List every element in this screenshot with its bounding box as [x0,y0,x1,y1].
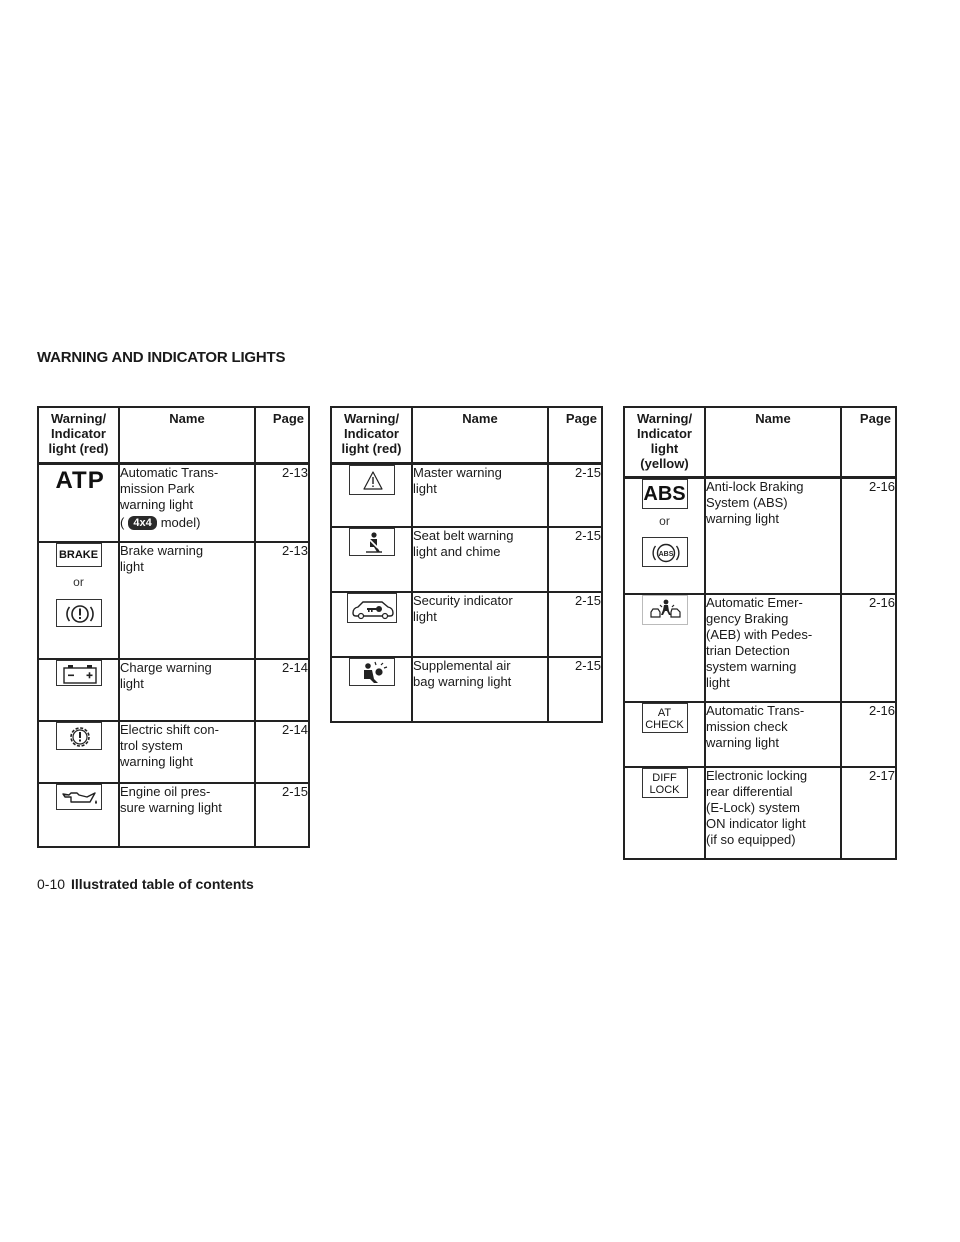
table-row [331,592,602,657]
table-row [38,783,309,847]
header-warning-indicator: Warning/ Indicator light (red) [38,407,119,463]
table-row [38,463,309,542]
brake-circle-icon [56,599,102,627]
or-label: or [659,513,670,528]
header-name: Name [705,407,841,477]
row-name: Charge warning light [119,659,255,721]
brake-text-icon: BRAKE [56,543,102,567]
table-row [331,657,602,722]
gear-warning-icon [56,722,102,750]
master-warning-icon [349,465,395,495]
svg-text:ABS: ABS [658,550,673,558]
security-car-icon [347,593,397,623]
warning-table-red-2 [330,406,603,723]
oil-can-icon [56,784,102,810]
header-page: Page [548,407,602,463]
row-name: Automatic Emer- gency Braking (AEB) with Pedes- trian Detection system warning light [705,594,841,702]
abs-text-icon: ABS [642,479,688,509]
row-page: 2-13 [255,542,309,659]
page-number: 0-10 [37,876,66,892]
row-name: Electronic locking rear differential (E-Lock) system ON indicator light (if so equipped) [705,767,841,859]
row-name: Electric shift con- trol system warning light [119,721,255,783]
row-name: Seat belt warning light and chime [412,527,548,592]
abs-circle-icon [642,537,688,567]
row-name: Security indicator light [412,592,548,657]
row-page: 2-15 [548,527,602,592]
airbag-icon [349,658,395,686]
row-name: Supplemental air bag warning light [412,657,548,722]
section-title: WARNING AND INDICATOR LIGHTS [37,349,286,366]
table-row [624,594,896,702]
row-page: 2-16 [841,702,896,767]
row-page: 2-15 [255,783,309,847]
4x4-badge-icon: 4x4 [128,516,156,530]
atp-icon: ATP [55,466,105,494]
row-page: 2-17 [841,767,896,859]
at-check-icon: AT CHECK [642,703,688,733]
header-page: Page [255,407,309,463]
table-row [331,463,602,527]
table-row [38,542,309,659]
row-page: 2-14 [255,659,309,721]
header-name: Name [119,407,255,463]
table-row [38,659,309,721]
row-page: 2-15 [548,657,602,722]
row-name: Automatic Trans- mission Park warning light ( 4x4 model) [119,463,255,542]
footer-title: Illustrated table of contents [71,876,254,892]
row-name: Automatic Trans- mission check warning light [705,702,841,767]
table-row [38,721,309,783]
row-name: Master warning light [412,463,548,527]
table-row [331,527,602,592]
battery-icon [56,660,102,686]
seat-belt-icon [349,528,395,556]
warning-table-yellow [623,406,897,860]
diff-lock-icon: DIFF LOCK [642,768,688,798]
row-name: Brake warning light [119,542,255,659]
table-row [624,767,896,859]
header-name: Name [412,407,548,463]
row-page: 2-16 [841,477,896,594]
header-warning-indicator: Warning/ Indicator light (yellow) [624,407,705,477]
warning-table-red-1 [37,406,310,848]
row-page: 2-13 [255,463,309,542]
or-label: or [73,575,84,589]
page-footer [37,876,254,892]
row-name: Anti-lock Braking System (ABS) warning light [705,477,841,594]
row-page: 2-15 [548,592,602,657]
row-page: 2-14 [255,721,309,783]
table-row [624,702,896,767]
header-warning-indicator: Warning/ Indicator light (red) [331,407,412,463]
row-name: Engine oil pres- sure warning light [119,783,255,847]
row-page: 2-15 [548,463,602,527]
header-page: Page [841,407,896,477]
table-row [624,477,896,594]
row-page: 2-16 [841,594,896,702]
aeb-pedestrian-icon [642,595,688,625]
